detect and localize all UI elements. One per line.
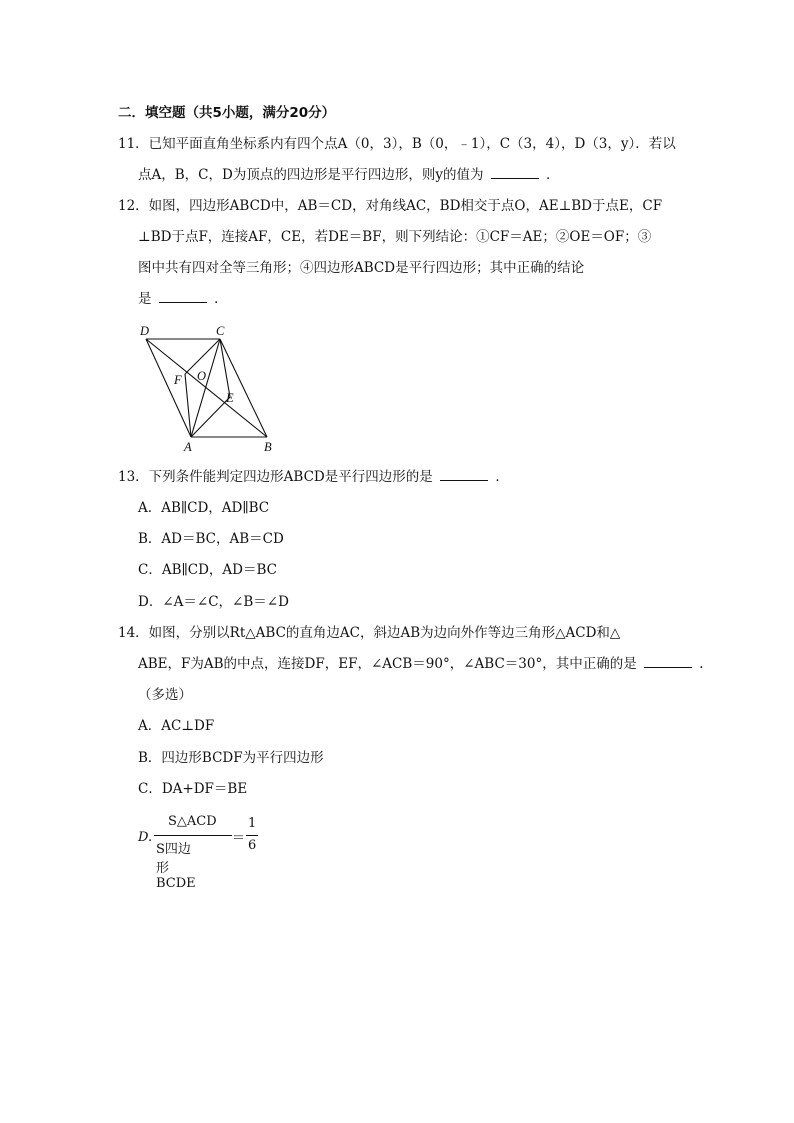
q12-line2: ⊥BD于点F，连接AF，CE，若DE＝BF，则下列结论：①CF＝AE；②OE＝OF；③ — [138, 229, 652, 245]
rhs-denominator: 6 — [248, 838, 257, 853]
q12-answer-blank[interactable] — [159, 290, 207, 303]
label-O: O — [197, 369, 207, 383]
q12-line1: 12．如图，四边形ABCD中，AB＝CD，对角线AC，BD相交于点O，AE⊥BD于点E，CF — [118, 198, 663, 214]
q13-option-a: A．AB∥CD，AD∥BC — [138, 500, 270, 516]
segment-AD — [146, 339, 191, 437]
fraction-bar — [154, 835, 232, 836]
label-C: C — [216, 324, 225, 338]
q12-figure-lines — [146, 339, 267, 437]
label-A: A — [184, 440, 192, 454]
q13-stem-end: ． — [495, 469, 509, 485]
q12-line4-text: 是 — [138, 291, 152, 307]
q14-option-d-prefix: D. — [138, 830, 153, 845]
q13-stem-text: 13．下列条件能判定四边形ABCD是平行四边形的是 — [118, 469, 433, 485]
label-E: E — [226, 391, 234, 405]
q11-line2 — [138, 166, 560, 184]
label-B: B — [264, 440, 272, 454]
q14-option-c: C．DA+DF＝BE — [138, 781, 248, 797]
q14-option-a: A．AC⊥DF — [138, 718, 215, 734]
q12-line4-end: ． — [214, 291, 228, 307]
q11-answer-blank[interactable] — [491, 166, 539, 179]
q14-answer-blank[interactable] — [644, 655, 692, 668]
q12-line3: 图中共有四对全等三角形；④四边形ABCD是平行四边形；其中正确的结论 — [138, 260, 585, 276]
q14-line1: 14．如图，分别以Rt△ABC的直角边AC，斜边AB为边向外作等边三角形△ACD和△ — [118, 625, 621, 641]
q13-option-b: B．AD＝BC，AB＝CD — [138, 531, 284, 547]
rhs-numerator: 1 — [248, 816, 257, 831]
label-D: D — [140, 324, 150, 338]
q11-line2-text: 点A，B，C，D为顶点的四边形是平行四边形，则y的值为 — [138, 167, 484, 183]
q12-line4 — [138, 290, 228, 308]
q14-note: （多选） — [138, 687, 192, 703]
section-title: 二．填空题（共5小题，满分20分） — [118, 105, 336, 121]
segment-CE — [220, 339, 230, 397]
segment-AF — [185, 374, 191, 437]
equals-sign: ＝ — [232, 831, 246, 846]
q13-answer-blank[interactable] — [440, 468, 488, 481]
q13-option-d: D．∠A＝∠C，∠B＝∠D — [138, 594, 289, 610]
q13-option-c: C．AB∥CD，AD＝BC — [138, 562, 277, 578]
fraction-denominator: S四边形BCDE — [156, 842, 196, 891]
q14-line2-end: . — [699, 656, 704, 672]
q14-option-b: B．四边形BCDF为平行四边形 — [138, 750, 324, 766]
q11-line1: 11．已知平面直角坐标系内有四个点A（0，3），B（0，﹣1），C（3，4），D（3，y）．若以 — [118, 136, 676, 152]
diagonal-DB — [146, 339, 267, 437]
q14-line2 — [138, 655, 704, 673]
q14-line2-text: ABE，F为AB的中点，连接DF，EF，∠ACB＝90°，∠ABC＝30°，其中正确的是 — [138, 656, 637, 672]
rhs-fraction-bar — [246, 835, 258, 836]
q13-stem — [118, 468, 509, 486]
q11-line2-end: ． — [546, 167, 560, 183]
segment-CB — [220, 339, 267, 437]
q12-figure — [134, 322, 284, 458]
fraction-numerator: S△ACD — [168, 814, 217, 829]
label-F: F — [174, 373, 182, 387]
